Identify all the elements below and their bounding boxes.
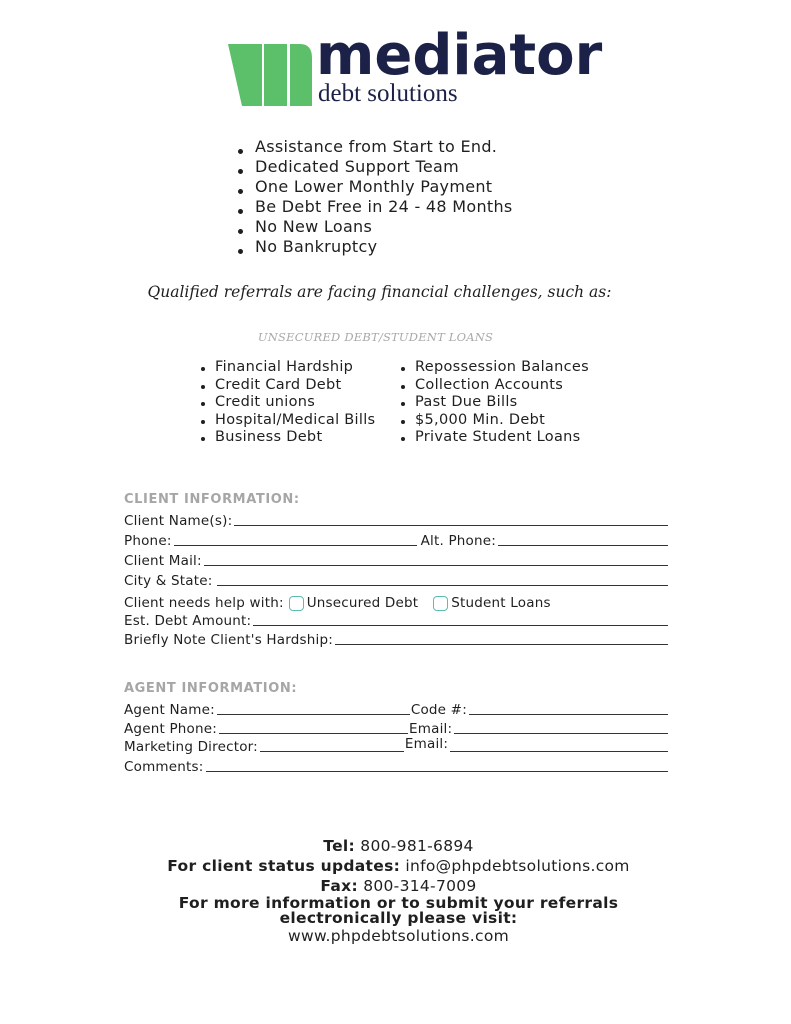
client-name-row: [124, 511, 668, 529]
benefit-item: Dedicated Support Team: [236, 157, 513, 177]
logo-bar-left: [228, 44, 262, 106]
benefit-item: No New Loans: [236, 217, 513, 237]
benefit-item: One Lower Monthly Payment: [236, 177, 513, 197]
tel-label: Tel:: [323, 837, 356, 855]
est-debt-label: Est. Debt Amount:: [124, 613, 252, 629]
challenges-list-right: [398, 359, 589, 447]
email-label: Email:: [409, 721, 453, 737]
status-line: [0, 856, 791, 876]
logo-bar-right: [290, 44, 312, 106]
fax-line: [0, 876, 791, 896]
status-email[interactable]: info@phpdebtsolutions.com: [405, 857, 630, 875]
est-debt-row: [124, 611, 668, 629]
student-loans-option[interactable]: [428, 595, 550, 611]
unsecured-debt-checkbox[interactable]: [289, 596, 304, 611]
est-debt-field[interactable]: [253, 625, 668, 626]
hardship-row: [124, 630, 668, 648]
marketing-director-label: Marketing Director:: [124, 739, 258, 755]
city-state-row: [124, 571, 668, 589]
needs-help-row: [124, 593, 668, 611]
marketing-director-row: [124, 737, 668, 755]
hardship-label: Briefly Note Client's Hardship:: [124, 632, 333, 648]
challenge-item: Business Debt: [198, 429, 375, 447]
agent-name-field[interactable]: [217, 714, 410, 715]
brand-name: mediator: [316, 23, 603, 88]
brand-subtitle: debt solutions: [318, 80, 458, 107]
comments-row: [124, 757, 668, 775]
comments-field[interactable]: [206, 771, 668, 772]
unsecured-debt-label: Unsecured Debt: [306, 595, 419, 611]
client-name-label: Client Name(s):: [124, 513, 233, 529]
logo-bar-middle: [264, 44, 287, 106]
fax-value: 800-314-7009: [363, 877, 477, 895]
alt-phone-field[interactable]: [498, 545, 668, 546]
email-field[interactable]: [454, 733, 668, 734]
code-field[interactable]: [469, 714, 668, 715]
benefits-list: [236, 137, 513, 257]
agent-name-row: [124, 700, 668, 718]
student-loans-label: Student Loans: [451, 595, 551, 611]
qualified-heading: Qualified referrals are facing financial challenges, such as:: [147, 283, 612, 301]
challenge-item: Hospital/Medical Bills: [198, 412, 375, 430]
more-info-line1: For more information or to submit your referrals: [178, 894, 619, 912]
email2-label: Email:: [404, 736, 449, 752]
client-mail-label: Client Mail:: [124, 553, 202, 569]
needs-help-label: Client needs help with:: [124, 595, 284, 611]
challenge-item: Credit unions: [198, 394, 375, 412]
agent-phone-field[interactable]: [219, 733, 408, 734]
more-info-line2: electronically please visit:: [279, 909, 518, 927]
challenges-list-left: [198, 359, 375, 447]
email2-field[interactable]: [450, 751, 668, 752]
challenge-item: $5,000 Min. Debt: [398, 412, 589, 430]
fax-label: Fax:: [320, 877, 358, 895]
benefit-item: Be Debt Free in 24 - 48 Months: [236, 197, 513, 217]
city-state-field[interactable]: [217, 585, 668, 586]
student-loans-checkbox[interactable]: [433, 596, 448, 611]
phone-row: [124, 531, 668, 549]
client-name-field[interactable]: [234, 525, 668, 526]
hardship-field[interactable]: [335, 644, 668, 645]
benefit-item: Assistance from Start to End.: [236, 137, 513, 157]
comments-label: Comments:: [124, 759, 204, 775]
client-info-title: CLIENT INFORMATION:: [124, 492, 300, 507]
benefit-item: No Bankruptcy: [236, 237, 513, 257]
client-mail-field[interactable]: [204, 565, 668, 566]
marketing-director-field[interactable]: [260, 751, 404, 752]
agent-phone-label: Agent Phone:: [124, 721, 218, 737]
challenge-item: Past Due Bills: [398, 394, 589, 412]
agent-phone-row: [124, 719, 668, 737]
alt-phone-label: Alt. Phone:: [420, 533, 497, 549]
category-heading: UNSECURED DEBT/STUDENT LOANS: [257, 330, 494, 344]
agent-name-label: Agent Name:: [124, 702, 215, 718]
code-label: Code #:: [410, 702, 467, 718]
phone-field[interactable]: [174, 545, 417, 546]
website-link[interactable]: www.phpdebtsolutions.com: [287, 927, 509, 945]
challenge-item: Repossession Balances: [398, 359, 589, 377]
challenge-item: Private Student Loans: [398, 429, 589, 447]
unsecured-debt-option[interactable]: [284, 595, 419, 611]
challenge-item: Collection Accounts: [398, 377, 589, 395]
city-state-label: City & State:: [124, 573, 213, 589]
logo-mark-icon: [228, 44, 314, 106]
tel-line: [0, 836, 791, 856]
challenge-item: Credit Card Debt: [198, 377, 375, 395]
phone-label: Phone:: [124, 533, 172, 549]
status-label: For client status updates:: [167, 857, 401, 875]
challenge-item: Financial Hardship: [198, 359, 375, 377]
contact-footer: [0, 836, 791, 946]
client-mail-row: [124, 551, 668, 569]
agent-info-title: AGENT INFORMATION:: [124, 681, 298, 696]
tel-value: 800-981-6894: [360, 837, 474, 855]
